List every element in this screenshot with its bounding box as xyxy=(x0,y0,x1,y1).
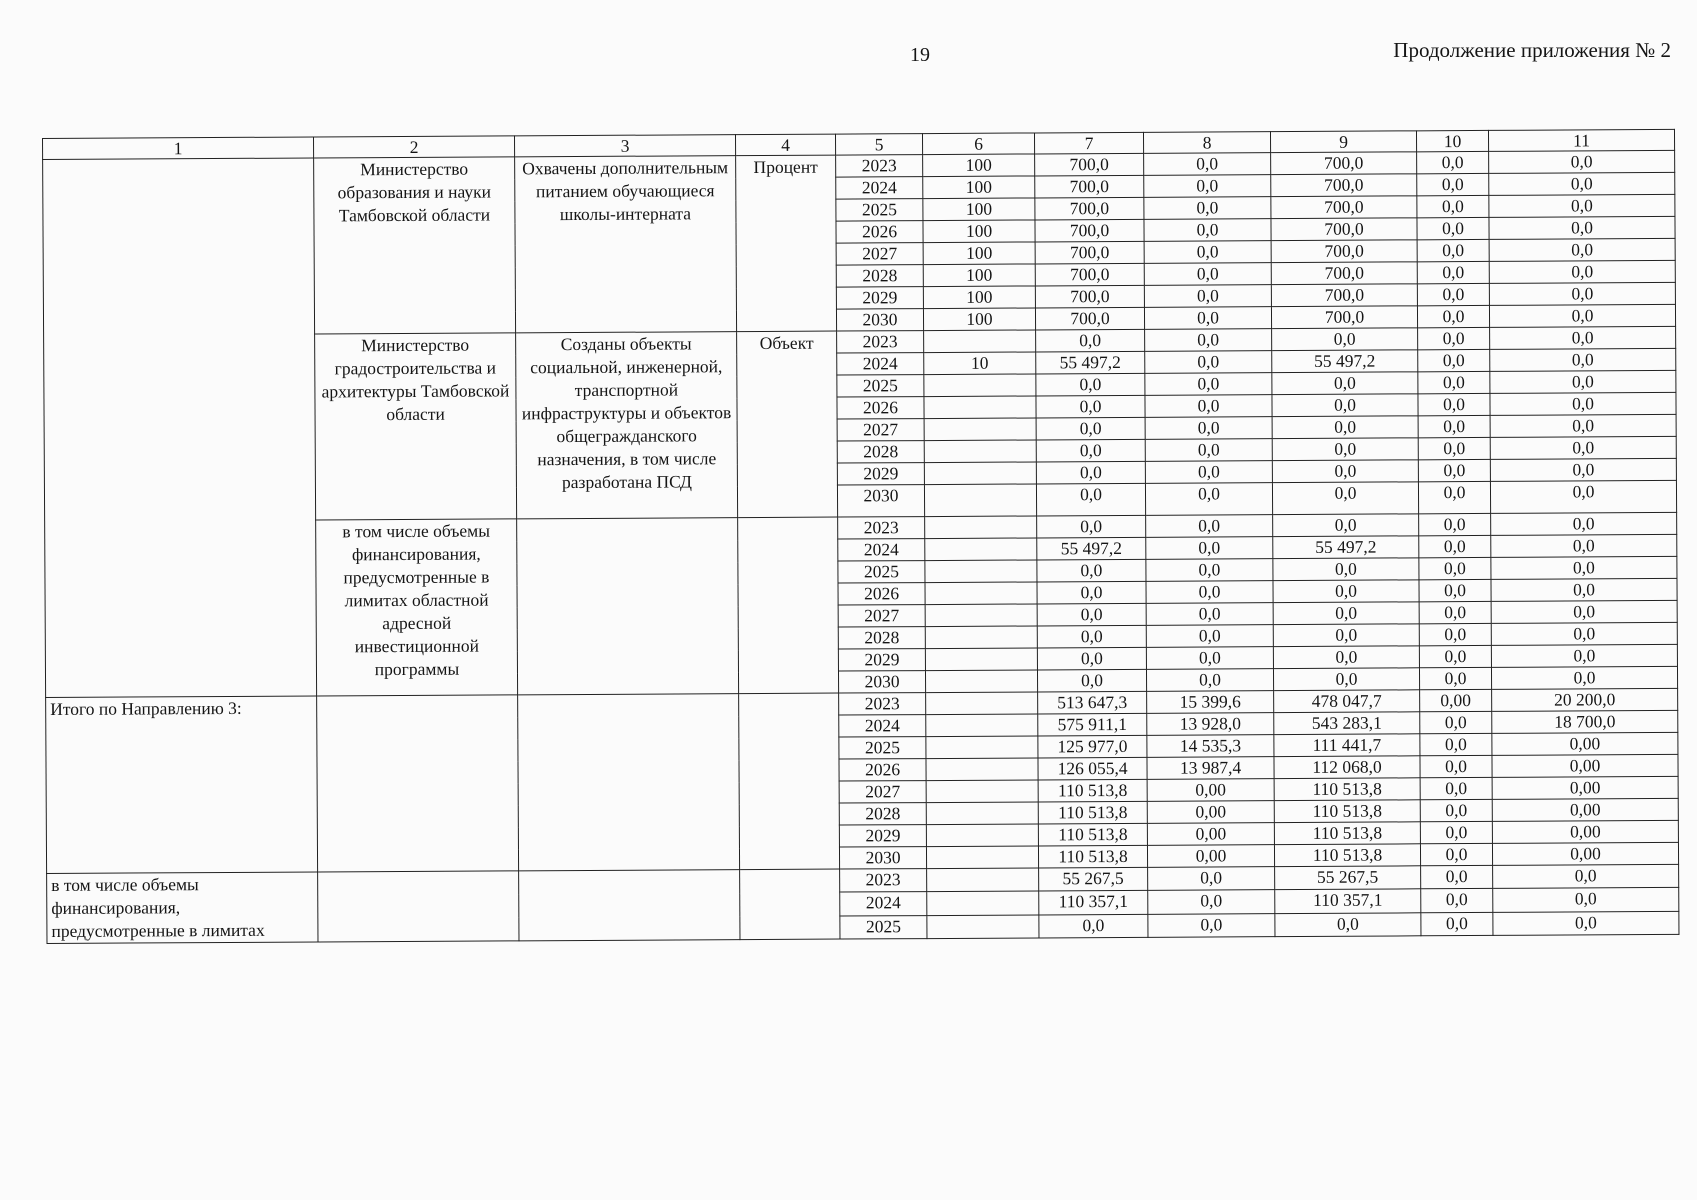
regional-cell: 0,0 xyxy=(1273,646,1419,669)
year-cell: 2023 xyxy=(836,155,923,177)
col-header: 9 xyxy=(1270,131,1416,153)
other-cell: 0,00 xyxy=(1492,732,1678,755)
local-cell: 0,0 xyxy=(1417,283,1489,305)
col-header: 8 xyxy=(1143,132,1270,154)
total-cell: 0,0 xyxy=(1037,647,1146,670)
regional-cell: 112 068,0 xyxy=(1274,756,1420,779)
other-cell: 0,0 xyxy=(1490,326,1676,349)
federal-cell: 0,0 xyxy=(1144,285,1271,308)
other-cell: 0,0 xyxy=(1490,392,1676,415)
total-cell: 575 911,1 xyxy=(1038,713,1147,736)
federal-cell: 0,0 xyxy=(1145,351,1272,374)
federal-cell: 0,0 xyxy=(1146,537,1273,560)
result-cell xyxy=(518,694,740,871)
target-value-cell: 10 xyxy=(924,352,1036,375)
unit-cell xyxy=(740,869,840,940)
target-value-cell xyxy=(925,538,1037,561)
federal-cell: 0,0 xyxy=(1146,625,1273,648)
total-cell: 700,0 xyxy=(1035,285,1144,308)
year-cell: 2026 xyxy=(837,397,924,419)
unit-cell: Объект xyxy=(737,331,838,518)
total-cell: 700,0 xyxy=(1035,153,1144,176)
federal-cell: 0,0 xyxy=(1146,603,1273,626)
year-cell: 2030 xyxy=(836,309,923,331)
unit-cell xyxy=(739,693,840,870)
total-cell: 0,0 xyxy=(1037,559,1146,582)
federal-cell: 0,0 xyxy=(1144,197,1271,220)
federal-cell: 0,00 xyxy=(1147,779,1274,802)
total-cell: 110 513,8 xyxy=(1038,801,1147,824)
year-cell: 2030 xyxy=(837,485,924,517)
total-cell: 700,0 xyxy=(1035,197,1144,220)
other-cell: 20 200,0 xyxy=(1492,688,1678,711)
other-cell: 0,00 xyxy=(1492,754,1678,777)
total-cell: 0,0 xyxy=(1037,515,1146,538)
other-cell: 0,0 xyxy=(1489,238,1675,261)
other-cell: 0,0 xyxy=(1490,436,1676,459)
year-cell: 2024 xyxy=(836,177,923,199)
col-header: 1 xyxy=(43,137,314,160)
federal-cell: 13 987,4 xyxy=(1147,757,1274,780)
col-header: 3 xyxy=(514,135,735,157)
total-cell: 0,0 xyxy=(1036,417,1145,440)
result-cell xyxy=(519,870,740,941)
federal-cell: 0,0 xyxy=(1145,461,1272,484)
target-value-cell xyxy=(926,846,1038,869)
target-value-cell xyxy=(927,868,1039,892)
total-cell: 700,0 xyxy=(1035,241,1144,264)
year-cell: 2027 xyxy=(839,781,926,803)
year-cell: 2029 xyxy=(837,463,924,485)
year-cell: 2027 xyxy=(836,243,923,265)
other-cell: 0,0 xyxy=(1493,888,1679,912)
indicator-cell xyxy=(43,158,317,698)
total-cell: 0,0 xyxy=(1036,329,1145,352)
total-cell: 0,0 xyxy=(1037,581,1146,604)
federal-cell: 0,0 xyxy=(1146,669,1273,692)
executor-cell: Министерство образования и науки Тамбовской области xyxy=(314,157,516,334)
local-cell: 0,0 xyxy=(1419,579,1491,601)
target-value-cell xyxy=(925,582,1037,605)
table-body xyxy=(43,150,1679,943)
year-cell: 2028 xyxy=(839,803,926,825)
other-cell: 0,0 xyxy=(1493,864,1679,888)
target-value-cell: 100 xyxy=(923,308,1035,331)
local-cell: 0,0 xyxy=(1419,645,1491,667)
regional-cell: 0,0 xyxy=(1273,624,1419,647)
other-cell: 0,0 xyxy=(1491,578,1677,601)
col-header: 6 xyxy=(922,133,1034,155)
federal-cell: 0,0 xyxy=(1145,373,1272,396)
regional-cell: 0,0 xyxy=(1272,416,1418,439)
federal-cell: 0,0 xyxy=(1144,263,1271,286)
year-cell: 2026 xyxy=(838,583,925,605)
federal-cell: 0,0 xyxy=(1145,395,1272,418)
local-cell: 0,0 xyxy=(1417,239,1489,261)
total-cell: 0,0 xyxy=(1036,395,1145,418)
total-cell: 700,0 xyxy=(1035,219,1144,242)
target-value-cell xyxy=(926,780,1038,803)
other-cell: 0,0 xyxy=(1489,150,1675,173)
local-cell: 0,0 xyxy=(1421,912,1493,936)
other-cell: 0,00 xyxy=(1492,798,1678,821)
federal-cell: 0,0 xyxy=(1146,559,1273,582)
regional-cell: 110 357,1 xyxy=(1275,889,1421,913)
target-value-cell xyxy=(925,560,1037,583)
col-header: 7 xyxy=(1034,132,1143,154)
total-cell: 0,0 xyxy=(1036,439,1145,462)
col-header: 4 xyxy=(735,134,835,156)
local-cell: 0,0 xyxy=(1420,777,1492,799)
regional-cell: 700,0 xyxy=(1271,218,1417,241)
col-header: 10 xyxy=(1416,130,1488,151)
federal-cell: 0,0 xyxy=(1148,913,1275,937)
year-cell: 2025 xyxy=(839,737,926,759)
regional-cell: 0,0 xyxy=(1272,482,1418,515)
target-value-cell xyxy=(925,670,1037,693)
year-cell: 2030 xyxy=(838,671,925,693)
total-cell: 0,0 xyxy=(1036,461,1145,484)
regional-cell: 0,0 xyxy=(1272,394,1418,417)
target-value-cell xyxy=(925,516,1037,539)
other-cell: 0,0 xyxy=(1489,172,1675,195)
local-cell: 0,0 xyxy=(1420,711,1492,733)
local-cell: 0,0 xyxy=(1417,151,1489,173)
regional-cell: 110 513,8 xyxy=(1274,778,1420,801)
year-cell: 2025 xyxy=(838,561,925,583)
total-cell: 700,0 xyxy=(1035,263,1144,286)
other-cell: 18 700,0 xyxy=(1492,710,1678,733)
federal-cell: 0,0 xyxy=(1145,417,1272,440)
local-cell: 0,0 xyxy=(1418,437,1490,459)
regional-cell: 700,0 xyxy=(1271,240,1417,263)
federal-cell: 0,0 xyxy=(1145,439,1272,462)
result-cell: Созданы объекты социальной, инженерной, транспортной инфраструктуры и объектов общегражданского назначения, в том числе разработана ПСД xyxy=(516,332,738,519)
total-cell: 55 497,2 xyxy=(1037,537,1146,560)
federal-cell: 0,0 xyxy=(1144,241,1271,264)
regional-cell: 0,0 xyxy=(1273,558,1419,581)
total-cell: 126 055,4 xyxy=(1038,757,1147,780)
other-cell: 0,0 xyxy=(1490,414,1676,437)
total-cell: 0,0 xyxy=(1036,483,1145,516)
regional-cell: 0,0 xyxy=(1272,372,1418,395)
local-cell: 0,0 xyxy=(1421,865,1493,889)
local-cell: 0,0 xyxy=(1420,799,1492,821)
target-value-cell: 100 xyxy=(923,176,1035,199)
executor-cell xyxy=(317,695,519,872)
federal-cell: 0,0 xyxy=(1146,515,1273,538)
target-value-cell xyxy=(925,626,1037,649)
year-cell: 2028 xyxy=(836,265,923,287)
target-value-cell: 100 xyxy=(923,242,1035,265)
federal-cell: 0,0 xyxy=(1144,153,1271,176)
other-cell: 0,00 xyxy=(1492,820,1678,843)
year-cell: 2029 xyxy=(838,649,925,671)
local-cell: 0,0 xyxy=(1419,601,1491,623)
total-cell: 55 267,5 xyxy=(1039,867,1148,891)
unit-cell: Процент xyxy=(736,155,837,332)
total-cell: 700,0 xyxy=(1035,175,1144,198)
year-cell: 2023 xyxy=(837,331,924,353)
target-value-cell xyxy=(927,891,1039,915)
federal-cell: 14 535,3 xyxy=(1147,735,1274,758)
regional-cell: 478 047,7 xyxy=(1274,690,1420,713)
page-number: 19 xyxy=(910,44,930,66)
regional-cell: 700,0 xyxy=(1271,262,1417,285)
regional-cell: 0,0 xyxy=(1275,912,1421,936)
federal-cell: 0,00 xyxy=(1147,823,1274,846)
local-cell: 0,0 xyxy=(1421,889,1493,913)
other-cell: 0,0 xyxy=(1489,282,1675,305)
year-cell: 2024 xyxy=(839,715,926,737)
local-cell: 0,0 xyxy=(1417,261,1489,283)
regional-cell: 55 267,5 xyxy=(1275,866,1421,890)
regional-cell: 700,0 xyxy=(1271,284,1417,307)
regional-cell: 55 497,2 xyxy=(1273,536,1419,559)
target-value-cell xyxy=(924,330,1036,353)
other-cell: 0,0 xyxy=(1491,666,1677,689)
other-cell: 0,0 xyxy=(1491,534,1677,557)
local-cell: 0,0 xyxy=(1417,305,1489,327)
federal-cell: 0,0 xyxy=(1145,483,1272,516)
year-cell: 2024 xyxy=(837,353,924,375)
executor-cell xyxy=(318,871,519,942)
other-cell: 0,0 xyxy=(1491,622,1677,645)
local-cell: 0,0 xyxy=(1420,821,1492,843)
year-cell: 2026 xyxy=(839,759,926,781)
total-cell: 125 977,0 xyxy=(1038,735,1147,758)
target-value-cell xyxy=(926,802,1038,825)
other-cell: 0,0 xyxy=(1490,348,1676,371)
col-header: 11 xyxy=(1488,129,1674,151)
year-cell: 2024 xyxy=(838,539,925,561)
federal-cell: 0,00 xyxy=(1147,801,1274,824)
other-cell: 0,0 xyxy=(1491,600,1677,623)
local-cell: 0,0 xyxy=(1417,173,1489,195)
local-cell: 0,0 xyxy=(1419,557,1491,579)
local-cell: 0,0 xyxy=(1418,327,1490,349)
year-cell: 2023 xyxy=(840,869,927,893)
other-cell: 0,0 xyxy=(1490,480,1676,513)
total-cell: 0,0 xyxy=(1037,669,1146,692)
regional-cell: 0,0 xyxy=(1272,438,1418,461)
year-cell: 2025 xyxy=(837,375,924,397)
total-cell: 110 513,8 xyxy=(1038,779,1147,802)
year-cell: 2029 xyxy=(836,287,923,309)
federal-cell: 0,00 xyxy=(1147,845,1274,868)
federal-cell: 0,0 xyxy=(1144,219,1271,242)
total-cell: 110 513,8 xyxy=(1038,823,1147,846)
target-value-cell: 100 xyxy=(923,154,1035,177)
federal-cell: 0,0 xyxy=(1148,890,1275,914)
year-cell: 2029 xyxy=(839,825,926,847)
local-cell: 0,0 xyxy=(1417,195,1489,217)
local-cell: 0,0 xyxy=(1419,667,1491,689)
target-value-cell xyxy=(926,736,1038,759)
target-value-cell xyxy=(926,758,1038,781)
local-cell: 0,0 xyxy=(1418,415,1490,437)
total-cell: 0,0 xyxy=(1036,373,1145,396)
executor-cell: в том числе объемы финансирования, предусмотренные в лимитах областной адресной инвестиционной программы xyxy=(316,519,518,696)
target-value-cell: 100 xyxy=(923,220,1035,243)
result-cell xyxy=(517,518,739,695)
other-cell: 0,0 xyxy=(1489,216,1675,239)
year-cell: 2027 xyxy=(837,419,924,441)
other-cell: 0,0 xyxy=(1489,260,1675,283)
year-cell: 2027 xyxy=(838,605,925,627)
federal-cell: 0,0 xyxy=(1144,307,1271,330)
target-value-cell: 100 xyxy=(923,264,1035,287)
local-cell: 0,0 xyxy=(1418,393,1490,415)
year-cell: 2025 xyxy=(836,199,923,221)
regional-cell: 543 283,1 xyxy=(1274,712,1420,735)
target-value-cell xyxy=(926,692,1038,715)
local-cell: 0,0 xyxy=(1417,217,1489,239)
regional-cell: 110 513,8 xyxy=(1274,844,1420,867)
regional-cell: 0,0 xyxy=(1273,602,1419,625)
other-cell: 0,0 xyxy=(1491,556,1677,579)
target-value-cell xyxy=(924,462,1036,485)
regional-cell: 700,0 xyxy=(1271,152,1417,175)
target-value-cell xyxy=(924,484,1036,517)
target-value-cell xyxy=(924,418,1036,441)
regional-cell: 700,0 xyxy=(1271,196,1417,219)
local-cell: 0,0 xyxy=(1420,755,1492,777)
regional-cell: 55 497,2 xyxy=(1272,350,1418,373)
federal-cell: 0,0 xyxy=(1146,647,1273,670)
local-cell: 0,0 xyxy=(1419,513,1491,535)
local-cell: 0,0 xyxy=(1419,535,1491,557)
total-cell: 55 497,2 xyxy=(1036,351,1145,374)
regional-cell: 0,0 xyxy=(1273,668,1419,691)
target-value-cell xyxy=(926,714,1038,737)
other-cell: 0,0 xyxy=(1489,304,1675,327)
target-value-cell xyxy=(925,604,1037,627)
total-cell: 0,0 xyxy=(1039,914,1148,938)
regional-cell: 111 441,7 xyxy=(1274,734,1420,757)
unit-cell xyxy=(738,517,839,694)
other-cell: 0,0 xyxy=(1489,194,1675,217)
regional-cell: 110 513,8 xyxy=(1274,822,1420,845)
target-value-cell xyxy=(925,648,1037,671)
year-cell: 2028 xyxy=(837,441,924,463)
year-cell: 2023 xyxy=(839,693,926,715)
local-cell: 0,0 xyxy=(1418,459,1490,481)
federal-cell: 13 928,0 xyxy=(1147,713,1274,736)
other-cell: 0,0 xyxy=(1490,458,1676,481)
regional-cell: 700,0 xyxy=(1271,174,1417,197)
target-value-cell xyxy=(924,374,1036,397)
federal-cell: 0,0 xyxy=(1148,867,1275,891)
regional-cell: 0,0 xyxy=(1273,514,1419,537)
federal-cell: 0,0 xyxy=(1146,581,1273,604)
total-cell: 700,0 xyxy=(1035,307,1144,330)
total-cell: 0,0 xyxy=(1037,625,1146,648)
target-value-cell xyxy=(926,824,1038,847)
local-cell: 0,0 xyxy=(1418,481,1490,513)
other-cell: 0,00 xyxy=(1492,842,1678,865)
year-cell: 2028 xyxy=(838,627,925,649)
total-cell: 0,0 xyxy=(1037,603,1146,626)
budget-table xyxy=(42,129,1679,944)
local-cell: 0,0 xyxy=(1418,349,1490,371)
regional-cell: 0,0 xyxy=(1273,580,1419,603)
total-cell: 110 357,1 xyxy=(1039,891,1148,915)
regional-cell: 700,0 xyxy=(1271,306,1417,329)
other-cell: 0,0 xyxy=(1493,911,1679,935)
local-cell: 0,0 xyxy=(1419,623,1491,645)
regional-cell: 0,0 xyxy=(1272,460,1418,483)
local-cell: 0,0 xyxy=(1418,371,1490,393)
year-cell: 2023 xyxy=(838,517,925,539)
year-cell: 2025 xyxy=(840,915,927,939)
target-value-cell: 100 xyxy=(923,286,1035,309)
executor-cell: Министерство градостроительства и архитектуры Тамбовской области xyxy=(315,333,517,520)
target-value-cell xyxy=(924,440,1036,463)
target-value-cell: 100 xyxy=(923,198,1035,221)
year-cell: 2030 xyxy=(839,847,926,869)
local-cell: 0,00 xyxy=(1420,689,1492,711)
federal-cell: 0,0 xyxy=(1145,329,1272,352)
target-value-cell xyxy=(927,915,1039,939)
year-cell: 2026 xyxy=(836,221,923,243)
regional-cell: 110 513,8 xyxy=(1274,800,1420,823)
col-header: 2 xyxy=(313,136,514,158)
regional-cell: 0,0 xyxy=(1272,328,1418,351)
other-cell: 0,0 xyxy=(1491,512,1677,535)
other-cell: 0,00 xyxy=(1492,776,1678,799)
local-cell: 0,0 xyxy=(1420,733,1492,755)
total-label: в том числе объемы финансирования, предусмотренные в лимитах xyxy=(47,872,318,944)
year-cell: 2024 xyxy=(840,892,927,916)
col-header: 5 xyxy=(835,134,922,155)
total-label: Итого по Направлению 3: xyxy=(46,696,318,874)
total-cell: 513 647,3 xyxy=(1038,691,1147,714)
header-note: Продолжение приложения № 2 xyxy=(1393,38,1671,62)
local-cell: 0,0 xyxy=(1420,843,1492,865)
target-value-cell xyxy=(924,396,1036,419)
federal-cell: 15 399,6 xyxy=(1147,691,1274,714)
other-cell: 0,0 xyxy=(1490,370,1676,393)
total-cell: 110 513,8 xyxy=(1038,845,1147,868)
federal-cell: 0,0 xyxy=(1144,175,1271,198)
result-cell: Охвачены дополнительным питанием обучающиеся школы-интерната xyxy=(515,156,737,333)
other-cell: 0,0 xyxy=(1491,644,1677,667)
